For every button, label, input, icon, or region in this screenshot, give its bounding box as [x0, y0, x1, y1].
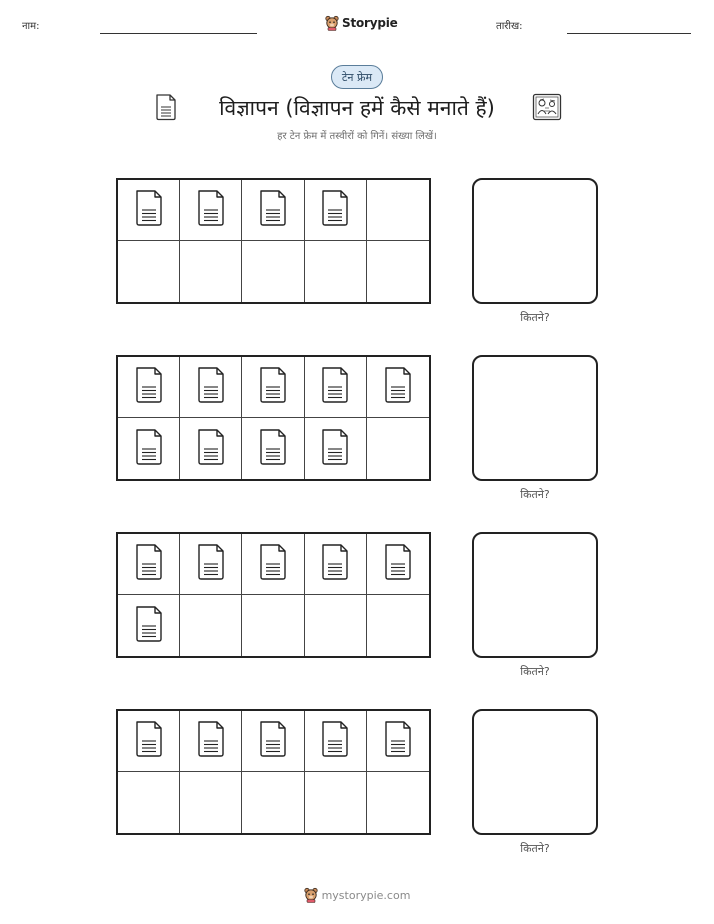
ten-frame-cell — [305, 180, 367, 241]
ten-frame-cell — [180, 711, 242, 772]
ten-frame-cell — [305, 241, 367, 302]
document-icon — [134, 605, 164, 647]
bear-mascot-icon — [325, 15, 339, 31]
bear-mascot-icon — [304, 887, 318, 903]
ten-frame-cell — [367, 357, 429, 418]
ten-frame-cell — [242, 772, 304, 833]
document-icon — [134, 189, 164, 231]
ten-frame-cell — [180, 418, 242, 479]
document-icon — [383, 720, 413, 762]
answer-box[interactable] — [472, 355, 598, 481]
ten-frame-cell — [305, 772, 367, 833]
document-icon — [134, 543, 164, 585]
ten-frame-cell — [305, 711, 367, 772]
ten-frame-cell — [118, 357, 180, 418]
ten-frame-cell — [305, 418, 367, 479]
ten-frame — [116, 532, 431, 658]
document-icon — [134, 428, 164, 470]
document-icon — [258, 189, 288, 231]
ten-frame — [116, 178, 431, 304]
document-icon — [196, 543, 226, 585]
document-icon — [196, 428, 226, 470]
ten-frame — [116, 709, 431, 835]
brand-name: Storypie — [342, 16, 398, 30]
answer-label: कितने? — [520, 665, 550, 678]
answer-label: कितने? — [520, 842, 550, 855]
ten-frame-cell — [242, 357, 304, 418]
ten-frame-cell — [367, 772, 429, 833]
ten-frame-cell — [242, 418, 304, 479]
footer-url: mystorypie.com — [321, 888, 411, 902]
ten-frame-cell — [180, 534, 242, 595]
document-icon — [320, 720, 350, 762]
ten-frame-cell — [118, 241, 180, 302]
document-icon — [134, 720, 164, 762]
ten-frame-cell — [367, 180, 429, 241]
ten-frame-cell — [305, 595, 367, 656]
instructions: हर टेन फ्रेम में तस्वीरों को गिनें। संख्या लिखें। — [277, 131, 437, 142]
document-icon — [258, 720, 288, 762]
ten-frame-cell — [305, 357, 367, 418]
document-icon — [134, 366, 164, 408]
worksheet-header — [0, 0, 714, 40]
ten-frame-cell — [180, 180, 242, 241]
brand-logo — [325, 13, 398, 33]
answer-box[interactable] — [472, 178, 598, 304]
ten-frame-cell — [367, 595, 429, 656]
answer-box[interactable] — [472, 532, 598, 658]
ten-frame-cell — [118, 180, 180, 241]
advertisement-illustration-icon — [532, 93, 562, 121]
document-icon — [196, 189, 226, 231]
ten-frame-cell — [242, 241, 304, 302]
document-icon — [383, 366, 413, 408]
ten-frame-cell — [242, 595, 304, 656]
ten-frame-cell — [367, 711, 429, 772]
ten-frame-cell — [180, 357, 242, 418]
footer — [0, 884, 714, 906]
ten-frame-cell — [180, 595, 242, 656]
document-icon — [320, 366, 350, 408]
document-icon — [383, 543, 413, 585]
ten-frame-cell — [242, 711, 304, 772]
ten-frame-cell — [305, 534, 367, 595]
date-label: तारीख: — [496, 21, 523, 32]
ten-frame-cell — [242, 180, 304, 241]
name-write-line — [100, 33, 257, 34]
document-icon — [196, 366, 226, 408]
answer-label: कितने? — [520, 311, 550, 324]
ten-frame-cell — [118, 534, 180, 595]
document-icon — [258, 428, 288, 470]
ten-frame-cell — [367, 534, 429, 595]
title-row — [0, 90, 714, 126]
answer-box[interactable] — [472, 709, 598, 835]
answer-label: कितने? — [520, 488, 550, 501]
document-icon — [154, 93, 178, 121]
document-icon — [320, 189, 350, 231]
document-icon — [258, 543, 288, 585]
ten-frame-cell — [118, 711, 180, 772]
ten-frame-cell — [180, 772, 242, 833]
name-label: नाम: — [22, 21, 40, 32]
ten-frame-cell — [242, 534, 304, 595]
ten-frame-cell — [367, 418, 429, 479]
ten-frame-cell — [118, 772, 180, 833]
document-icon — [196, 720, 226, 762]
ten-frame-cell — [118, 418, 180, 479]
date-write-line — [567, 33, 691, 34]
document-icon — [258, 366, 288, 408]
document-icon — [320, 428, 350, 470]
topic-pill: टेन फ्रेम — [331, 65, 383, 89]
ten-frame — [116, 355, 431, 481]
page-title: विज्ञापन (विज्ञापन हमें कैसे मनाते हैं) — [219, 96, 495, 120]
ten-frame-cell — [118, 595, 180, 656]
ten-frame-cell — [180, 241, 242, 302]
ten-frame-cell — [367, 241, 429, 302]
document-icon — [320, 543, 350, 585]
